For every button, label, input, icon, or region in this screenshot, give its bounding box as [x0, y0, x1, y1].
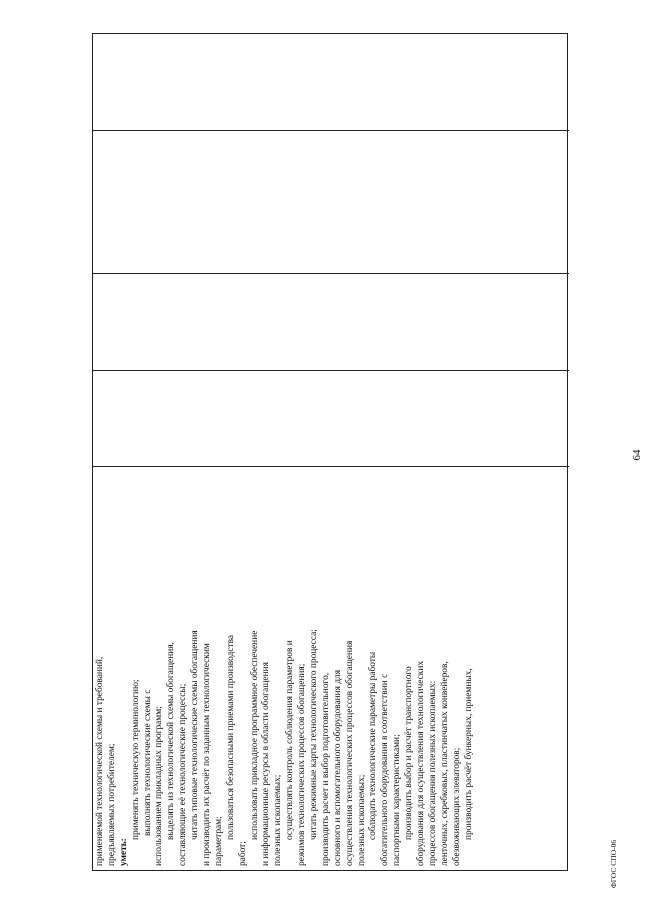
table-cell-empty-4 [93, 32, 569, 130]
text-line: оборудования для осуществления технологических [416, 660, 427, 866]
text-line: ленточных, скребковых, пластинчатых конвейеров, [439, 661, 450, 866]
text-line: читать режимные карты технологического процесса; [309, 629, 320, 840]
competency-text-cell [93, 466, 569, 870]
text-line: полезных ископаемых; [273, 774, 284, 866]
text-line: выделять из технологической схемы обогащения, [166, 642, 177, 840]
text-line: и производить их расчёт по заданным технологическим [202, 643, 213, 866]
text-line: основного и вспомогательного оборудования для [332, 669, 343, 866]
curriculum-table [92, 33, 568, 871]
text-line: работ; [237, 841, 248, 866]
table-cell-empty-2 [93, 273, 569, 370]
text-line: обогатительного оборудования в соответствии с [380, 673, 391, 866]
text-line: уметь: [118, 838, 129, 866]
footer-document-code: ФГОС СПО-06 [609, 839, 618, 889]
text-line: параметрам; [213, 816, 224, 866]
text-line: и информационные ресурсы в области обогащения [261, 662, 272, 866]
text-line: полезных ископаемых; [356, 774, 367, 866]
text-line: соблюдать технологические параметры работы [368, 651, 379, 840]
table-cell-empty-1 [93, 370, 569, 466]
text-line: использованием прикладных программ; [154, 706, 165, 866]
text-line: выполнять технологические схемы с [142, 689, 153, 836]
text-line: производить расчет и выбор подготовительного, [320, 672, 331, 866]
text-line: осуществлять контроль соблюдения параметров и [285, 640, 296, 840]
table-cell-empty-3 [93, 130, 569, 273]
text-line: применяемой технологической схемы и требований, [95, 656, 105, 866]
text-line: производить расчёт бункерных, приемных, [463, 668, 474, 840]
text-line: применять техническую терминологию; [130, 679, 141, 840]
text-line: пользоваться безопасными приемами производства [225, 634, 236, 840]
text-line: читать типовые технологические схемы обогащения [190, 630, 201, 840]
text-line: осуществления технологических процессов обогащения [344, 640, 355, 866]
text-line: составляющие её технологические процессы; [178, 683, 189, 866]
text-line: использовать прикладное программное обеспечение [249, 630, 260, 840]
text-line: паспортными характеристиками; [392, 734, 403, 866]
text-line: предъявляемых потребителем; [106, 743, 117, 866]
text-line: процессов обогащения полезных ископаемых: [427, 680, 438, 866]
text-line: режимов технологических процессов обогащения; [297, 663, 308, 866]
text-line: обезвоживающих элеваторов; [451, 747, 462, 866]
text-line: производить выбор и расчёт транспортного [404, 666, 415, 840]
page-number: 64 [631, 449, 643, 461]
